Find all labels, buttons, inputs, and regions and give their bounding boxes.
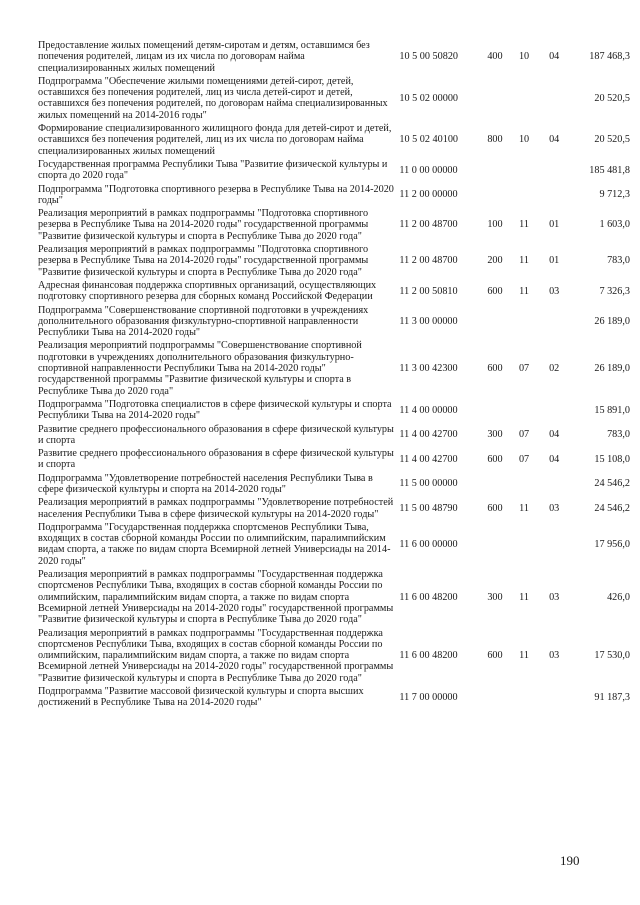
target-article-code: 11 3 00 00000 — [399, 315, 458, 327]
expense-type-code — [480, 76, 509, 123]
target-article-code: 11 2 00 00000 — [399, 189, 458, 201]
subsection-code: 02 — [549, 363, 560, 375]
row-name: Подпрограмма "Подготовка спортивного резерва в Республике Тыва на 2014-2020 годы" — [38, 183, 394, 206]
page-number: 190 — [560, 853, 580, 868]
amount: 24 546,2 — [594, 502, 630, 514]
row-name: Подпрограмма "Подготовка специалистов в сфере физической культуры и спорта Республики Тыва на 2014-2020 годы" — [38, 398, 392, 422]
expense-type-code: 600 — [487, 285, 503, 297]
amount: 185 481,8 — [589, 164, 630, 176]
amount: 26 189,0 — [594, 363, 630, 375]
amount: 15 891,0 — [594, 404, 630, 416]
section-code: 07 — [518, 363, 530, 375]
target-article-code: 10 5 02 40100 — [399, 134, 458, 146]
section-code: 11 — [519, 255, 529, 267]
subsection-code — [539, 76, 570, 123]
table-row — [38, 159, 630, 184]
table-row — [38, 473, 630, 498]
subsection-code — [539, 184, 570, 209]
amount: 7 326,3 — [599, 285, 630, 297]
amount: 783,0 — [607, 255, 630, 267]
table-row — [38, 280, 630, 305]
target-article-code: 10 5 02 00000 — [399, 92, 458, 104]
amount: 426,0 — [607, 591, 630, 603]
target-article-code: 11 7 00 00000 — [399, 691, 458, 703]
row-name: Развитие среднего профессионального образования в сфере физической культуры и спорта — [38, 448, 394, 471]
expense-type-code: 400 — [487, 51, 503, 63]
section-code — [510, 522, 539, 569]
section-code — [510, 76, 539, 123]
section-code: 07 — [518, 453, 530, 465]
row-name: Развитие среднего профессионального образования в сфере физической культуры и спорта — [38, 423, 394, 446]
target-article-code: 11 4 00 42700 — [399, 453, 458, 465]
section-code: 11 — [519, 591, 529, 603]
section-code — [510, 686, 539, 711]
section-code — [510, 473, 539, 498]
section-code: 10 — [518, 134, 530, 146]
target-article-code: 11 6 00 00000 — [399, 538, 458, 550]
subsection-code — [539, 159, 570, 184]
row-name: Реализация мероприятий в рамках подпрограммы "Подготовка спортивного резерва в Республике Тыва на 2014-2020 годы" государственной программы "Развитие физической культуры и спорта в Республике Тыва до 2020 года" — [38, 208, 369, 242]
budget-table — [38, 40, 630, 711]
section-code: 07 — [518, 429, 530, 441]
subsection-code: 04 — [549, 453, 560, 465]
expense-type-code: 300 — [487, 429, 503, 441]
table-row — [38, 305, 630, 341]
row-name: Адресная финансовая поддержка спортивных организаций, осуществляющих подготовку спортивного резерва для сборных команд Российской Федерации — [38, 279, 377, 303]
budget-table-body — [38, 40, 630, 711]
table-row — [38, 244, 630, 280]
amount: 20 520,5 — [594, 92, 630, 104]
amount: 17 956,0 — [594, 538, 630, 550]
subsection-code: 04 — [549, 429, 560, 441]
expense-type-code — [480, 305, 509, 341]
table-row — [38, 686, 630, 711]
row-name: Подпрограмма "Удовлетворение потребностей населения Республики Тыва в сфере физической культуры и спорта на 2014-2020 годы" — [38, 472, 373, 495]
row-name: Реализация мероприятий в рамках подпрограммы "Государственная поддержка спортсменов Республики Тыва, входящих в состав сборной команды России по олимпийским, паралимпийским видам спорта, а также по видам спорта Всемирной летней Универсиады на 2014-2020 годы" государственной программы "Развитие физической культуры и спорта в Республике Тыва до 2020 года" — [38, 569, 394, 626]
row-name: Подпрограмма "Обеспечение жилыми помещениями детей-сирот, детей, оставшихся без попечения родителей, лиц из числа детей-сирот и детей, оставшихся без попечения родителей, по договорам найма специализированных жилых помещений на 2014-2016 годы" — [38, 75, 388, 121]
section-code — [510, 305, 539, 341]
subsection-code: 01 — [549, 219, 560, 231]
row-name: Подпрограмма "Развитие массовой физической культуры и спорта высших достижений в Республике Тыва на 2014-2020 годы" — [38, 686, 364, 709]
expense-type-code — [480, 522, 509, 569]
subsection-code — [539, 686, 570, 711]
subsection-code: 03 — [549, 650, 560, 662]
expense-type-code — [480, 473, 509, 498]
subsection-code: 01 — [549, 255, 560, 267]
table-row — [38, 340, 630, 398]
target-article-code: 11 3 00 42300 — [399, 363, 458, 375]
subsection-code: 03 — [549, 502, 560, 514]
row-name: Реализация мероприятий подпрограммы "Совершенствование спортивной подготовки в учреждениях дополнительного образования физкультурно-спортивной направленности Республики Тыва на 2014-2020 годы" государственной программы "Развитие физической культуры и спорта в Республике Тыва до 2020 года" — [38, 340, 362, 397]
section-code: 11 — [519, 219, 529, 231]
target-article-code: 11 2 00 48700 — [399, 219, 458, 231]
amount: 91 187,3 — [594, 691, 630, 703]
amount: 9 712,3 — [599, 189, 630, 201]
section-code: 11 — [519, 285, 529, 297]
section-code: 11 — [519, 502, 529, 514]
section-code: 10 — [518, 51, 530, 63]
table-row — [38, 497, 630, 522]
table-row — [38, 424, 630, 449]
table-row — [38, 522, 630, 569]
expense-type-code: 800 — [487, 134, 503, 146]
amount: 20 520,5 — [594, 134, 630, 146]
table-row — [38, 184, 630, 209]
row-name: Реализация мероприятий в рамках подпрограммы "Удовлетворение потребностей населения Республики Тыва в сфере физической культуры на 2014-2020 годы" — [38, 497, 394, 520]
target-article-code: 11 6 00 48200 — [399, 650, 458, 662]
target-article-code: 11 6 00 48200 — [399, 591, 458, 603]
subsection-code: 04 — [549, 51, 560, 63]
section-code: 11 — [519, 650, 529, 662]
expense-type-code: 600 — [487, 453, 503, 465]
expense-type-code — [480, 686, 509, 711]
expense-type-code: 200 — [487, 255, 503, 267]
row-name: Реализация мероприятий в рамках подпрограммы "Подготовка спортивного резерва в Республике Тыва на 2014-2020 годы" государственной программы "Развитие физической культуры и спорта в Республике Тыва до 2020 года" — [38, 244, 369, 278]
section-code — [510, 399, 539, 424]
amount: 24 546,2 — [594, 478, 630, 490]
section-code — [510, 184, 539, 209]
target-article-code: 11 4 00 00000 — [399, 404, 458, 416]
expense-type-code: 600 — [487, 502, 503, 514]
expense-type-code — [480, 184, 509, 209]
row-name: Предоставление жилых помещений детям-сиротам и детям, оставшимся без попечения родителей, лицам из их числа по договорам найма специализированных жилых помещений — [38, 40, 370, 74]
amount: 187 468,3 — [589, 51, 630, 63]
table-row — [38, 76, 630, 123]
amount: 1 603,0 — [599, 219, 630, 231]
row-name: Подпрограмма "Совершенствование спортивной подготовки в учреждениях дополнительного образования физкультурно-спортивной направленности Республики Тыва на 2014-2020 годы" — [38, 304, 369, 339]
expense-type-code: 600 — [487, 363, 503, 375]
row-name: Реализация мероприятий в рамках подпрограммы "Государственная поддержка спортсменов Республики Тыва, входящих в состав сборной команды России по олимпийским, паралимпийским видам спорта, а также по видам спорта Всемирной летней Универсиады на 2014-2020 годы" государственной программы "Развитие физической культуры и спорта в Республике Тыва до 2020 года" — [38, 627, 394, 684]
table-row — [38, 208, 630, 244]
table-row — [38, 628, 630, 686]
table-row — [38, 448, 630, 473]
table-row — [38, 40, 630, 76]
expense-type-code: 300 — [487, 591, 503, 603]
row-name: Государственная программа Республики Тыва "Развитие физической культуры и спорта до 2020 года" — [38, 158, 388, 182]
target-article-code: 11 5 00 00000 — [399, 478, 458, 490]
expense-type-code: 600 — [487, 650, 503, 662]
subsection-code — [539, 473, 570, 498]
section-code — [510, 159, 539, 184]
amount: 783,0 — [607, 429, 630, 441]
target-article-code: 11 0 00 00000 — [399, 164, 458, 176]
expense-type-code — [480, 159, 509, 184]
expense-type-code — [480, 399, 509, 424]
target-article-code: 11 4 00 42700 — [399, 429, 458, 441]
amount: 15 108,0 — [594, 453, 630, 465]
expense-type-code: 100 — [487, 219, 503, 231]
target-article-code: 11 2 00 50810 — [399, 285, 458, 297]
amount: 17 530,0 — [594, 650, 630, 662]
target-article-code: 11 2 00 48700 — [399, 255, 458, 267]
target-article-code: 10 5 00 50820 — [399, 51, 458, 63]
subsection-code: 03 — [549, 285, 560, 297]
subsection-code — [539, 522, 570, 569]
subsection-code: 04 — [549, 134, 560, 146]
amount: 26 189,0 — [594, 315, 630, 327]
subsection-code: 03 — [549, 591, 560, 603]
subsection-code — [539, 305, 570, 341]
target-article-code: 11 5 00 48790 — [399, 502, 458, 514]
row-name: Формирование специализированного жилищного фонда для детей-сирот и детей, оставшихся без попечения родителей, лиц из их числа по договорам найма специализированных жилых помещений — [38, 123, 392, 157]
table-row — [38, 399, 630, 424]
row-name: Подпрограмма "Государственная поддержка спортсменов Республики Тыва, входящих в состав сборной команды России по олимпийским, паралимпийским видам спорта, а также по видам спорта Всемирной летней Универсиады на 2014-2020 годы" — [38, 521, 391, 567]
table-row — [38, 123, 630, 159]
subsection-code — [539, 399, 570, 424]
table-row — [38, 569, 630, 627]
